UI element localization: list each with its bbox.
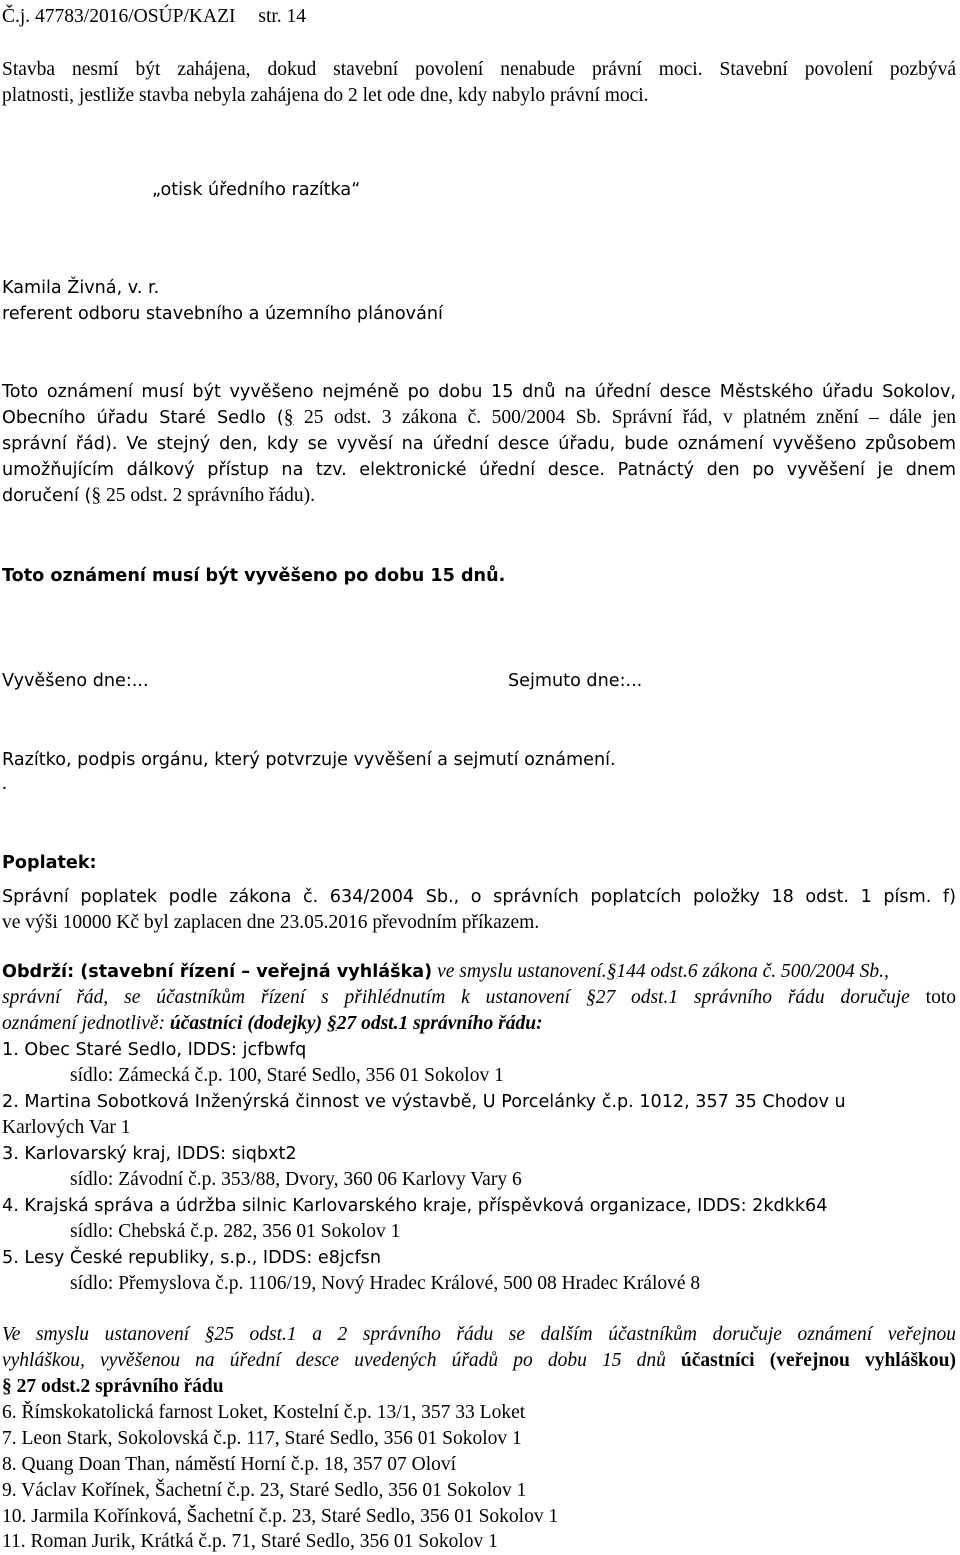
posted-date: Vyvěšeno dne:... bbox=[2, 671, 149, 691]
document-reference: Č.j. 47783/2016/OSÚP/KAZI bbox=[2, 6, 236, 27]
posting-emphasis: Toto oznámení musí být vyvěšeno po dobu 15 dnů. bbox=[2, 566, 506, 586]
posting-line-3: správní řád). Ve stejný den, kdy se vyvěsí na úřední desce úřadu, bude oznámení vyvěšeno způsobem bbox=[2, 434, 956, 454]
recipient-item: 5. Lesy České republiky, s.p., IDDS: e8jcfsn bbox=[2, 1248, 381, 1268]
section-sign-icon: § bbox=[326, 1013, 337, 1034]
posting-line-2: Obecního úřadu Staré Sedlo (§ 25 odst. 3 zákona č. 500/2004 Sb. Správní řád, v platném znění – dále jen bbox=[2, 407, 956, 428]
public-line-1: Ve smyslu ustanovení §25 odst.1 a 2 správního řádu se dalším účastníkům doručuje oznámení veřejnou bbox=[2, 1324, 956, 1345]
page-header bbox=[2, 4, 306, 30]
page-number: str. 14 bbox=[258, 6, 307, 27]
recipient-item: 4. Krajská správa a údržba silnic Karlovarského kraje, příspěvková organizace, IDDS: 2kdkk64 bbox=[2, 1196, 828, 1216]
official-role: referent odboru stavebního a územního plánování bbox=[2, 304, 443, 324]
recipient-address: sídlo: Chebská č.p. 282, 356 01 Sokolov 1 bbox=[70, 1221, 401, 1242]
public-line-3: § 27 odst.2 správního řádu bbox=[2, 1376, 224, 1397]
recipient-address: sídlo: Závodní č.p. 353/88, Dvory, 360 06 Karlovy Vary 6 bbox=[70, 1169, 522, 1190]
fee-line-1: Správní poplatek podle zákona č. 634/2004 Sb., o správních poplatcích položky 18 odst. 1 písm. f) bbox=[2, 887, 956, 907]
stamp-placeholder: „otisk úředního razítka“ bbox=[152, 180, 361, 200]
recipient-item: 2. Martina Sobotková Inženýrská činnost ve výstavbě, U Porcelánky č.p. 1012, 357 35 Chodov u bbox=[2, 1092, 846, 1112]
fee-heading: Poplatek: bbox=[2, 853, 97, 873]
section-sign-icon: § bbox=[2, 1376, 12, 1397]
recipient-item: 3. Karlovarský kraj, IDDS: siqbxt2 bbox=[2, 1144, 297, 1164]
posting-line-4: umožňujícím dálkový přístup na tzv. elektronické úřední desce. Patnáctý den po vyvěšení je dnem bbox=[2, 460, 956, 480]
public-item: 6. Římskokatolická farnost Loket, Kostelní č.p. 13/1, 357 33 Loket bbox=[2, 1402, 526, 1423]
public-item: 10. Jarmila Kořínková, Šachetní č.p. 23, Staré Sedlo, 356 01 Sokolov 1 bbox=[2, 1506, 559, 1527]
recipient-address: sídlo: Zámecká č.p. 100, Staré Sedlo, 356 01 Sokolov 1 bbox=[70, 1065, 504, 1086]
section-sign-icon: § bbox=[606, 961, 617, 982]
recipient-item: 1. Obec Staré Sedlo, IDDS: jcfbwfq bbox=[2, 1040, 307, 1060]
recipients-heading: Obdrží: (stavební řízení – veřejná vyhláška) ve smyslu ustanovení.§144 odst.6 zákona č. 500/2004 Sb., bbox=[2, 961, 889, 982]
intro-line-1: Stavba nesmí být zahájena, dokud stavební povolení nenabude právní moci. Stavební povolení pozbývá bbox=[2, 59, 956, 80]
recipients-line-3: oznámení jednotlivě: účastníci (dodejky) §27 odst.1 správního řádu: bbox=[2, 1013, 543, 1034]
section-sign-icon: § bbox=[91, 485, 102, 506]
official-name: Kamila Živná, v. r. bbox=[2, 278, 160, 298]
section-sign-icon: § bbox=[204, 1324, 215, 1345]
intro-line-2: platnosti, jestliže stavba nebyla zahájena do 2 let ode dne, kdy nabylo právní moci. bbox=[2, 85, 649, 106]
recipient-item-continued: Karlových Var 1 bbox=[2, 1117, 131, 1138]
signature-dot: . bbox=[2, 773, 7, 794]
public-item: 7. Leon Stark, Sokolovská č.p. 117, Staré Sedlo, 356 01 Sokolov 1 bbox=[2, 1428, 522, 1449]
posting-line-1: Toto oznámení musí být vyvěšeno nejméně po dobu 15 dnů na úřední desce Městského úřadu Sokolov, bbox=[2, 382, 956, 402]
removed-date: Sejmuto dne:... bbox=[508, 671, 643, 691]
recipients-line-2: správní řád, se účastníkům řízení s přihlédnutím k ustanovení §27 odst.1 správního řádu doručuje toto bbox=[2, 987, 957, 1008]
recipient-address: sídlo: Přemyslova č.p. 1106/19, Nový Hradec Králové, 500 08 Hradec Králové 8 bbox=[70, 1273, 701, 1294]
fee-line-2: ve výši 10000 Kč byl zaplacen dne 23.05.2016 převodním příkazem. bbox=[2, 912, 540, 933]
public-item: 8. Quang Doan Than, náměstí Horní č.p. 18, 357 07 Oloví bbox=[2, 1454, 457, 1475]
posting-line-5: doručení (§ 25 odst. 2 správního řádu). bbox=[2, 485, 315, 506]
public-item: 11. Roman Jurik, Krátká č.p. 71, Staré Sedlo, 356 01 Sokolov 1 bbox=[2, 1531, 498, 1552]
section-sign-icon: § bbox=[283, 407, 294, 428]
public-line-2: vyhláškou, vyvěšenou na úřední desce uvedených úřadů po dobu 15 dnů účastníci (veřejnou vyhláškou) bbox=[2, 1350, 956, 1371]
section-sign-icon: § bbox=[585, 987, 596, 1008]
signature-note: Razítko, podpis orgánu, který potvrzuje vyvěšení a sejmutí oznámení. bbox=[2, 750, 616, 770]
public-item: 9. Václav Kořínek, Šachetní č.p. 23, Staré Sedlo, 356 01 Sokolov 1 bbox=[2, 1480, 527, 1501]
